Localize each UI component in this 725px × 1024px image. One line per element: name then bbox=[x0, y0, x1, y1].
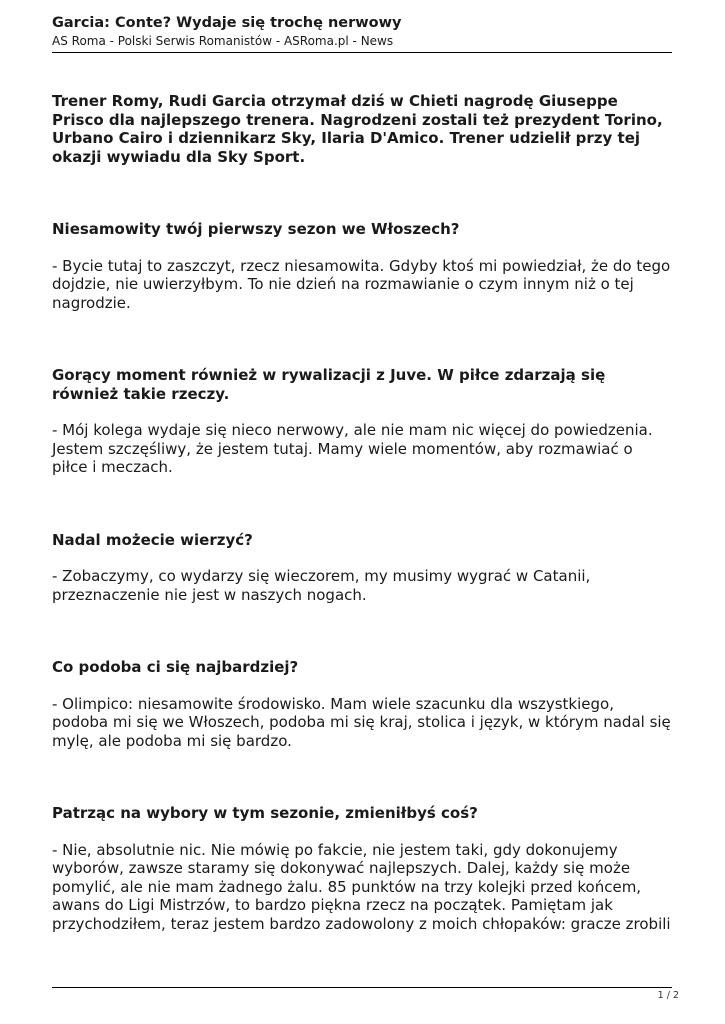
interview-question: Niesamowity twój pierwszy sezon we Włoszech? bbox=[52, 220, 460, 238]
interview-answer: - Nie, absolutnie nic. Nie mówię po fakcie, nie jestem taki, gdy dokonujemy wyborów, zawsze staramy się dokonywać najlepszych. Dalej, każdy się może pomylić, ale nie mam żadnego żalu. 85 punktów na trzy kolejki przed końcem, awans do Ligi Mistrzów, to bardzo piękna rzecz na początek. Pamiętam jak przychodziłem, teraz jestem bardzo zadowolony z moich chłopaków: gracze zrobili bbox=[52, 840, 671, 933]
page-number: 1 / 2 bbox=[657, 990, 679, 1001]
article-body bbox=[52, 92, 672, 933]
interview-question: Nadal możecie wierzyć? bbox=[52, 530, 253, 549]
article-title: Garcia: Conte? Wydaje się trochę nerwowy bbox=[52, 15, 402, 31]
header-divider bbox=[52, 52, 672, 53]
interview-question: Gorący moment również w rywalizacji z Juve. W piłce zdarzają się również takie rzeczy. bbox=[52, 366, 606, 403]
site-subtitle: AS Roma - Polski Serwis Romanistów - ASRoma.pl - News bbox=[52, 34, 394, 48]
interview-answer: - Zobaczymy, co wydarzy się wieczorem, my musimy wygrać w Catanii, przeznaczenie nie jest w naszych nogach. bbox=[52, 567, 591, 604]
interview-answer: - Olimpico: niesamowite środowisko. Mam wiele szacunku dla wszystkiego, podoba mi się we Włoszech, podoba mi się kraj, stolica i język, w którym nadal się mylę, ale podoba mi się bardzo. bbox=[52, 694, 671, 750]
interview-question: Co podoba ci się najbardziej? bbox=[52, 658, 299, 676]
page-header bbox=[52, 14, 672, 49]
interview-answer: - Bycie tutaj to zaszczyt, rzecz niesamowita. Gdyby ktoś mi powiedział, że do tego dojdzie, nie uwierzyłbym. To nie dzień na rozmawianie o czym innym niż o tej nagrodzie. bbox=[52, 256, 671, 312]
article-intro: Trener Romy, Rudi Garcia otrzymał dziś w Chieti nagrodę Giuseppe Prisco dla najlepszego trenera. Nagrodzeni zostali też prezydent Torino, Urbano Cairo i dziennikarz Sky, Ilaria D'Amico. Trener udzielił przy tej okazji wywiadu dla Sky Sport. bbox=[52, 92, 663, 166]
interview-question: Patrząc na wybory w tym sezonie, zmieniłbyś coś? bbox=[52, 804, 478, 822]
interview-answer: - Mój kolega wydaje się nieco nerwowy, ale nie mam nic więcej do powiedzenia. Jestem szczęśliwy, że jestem tutaj. Mamy wiele momentów, aby rozmawiać o piłce i meczach. bbox=[52, 421, 653, 476]
footer-divider bbox=[52, 987, 672, 988]
